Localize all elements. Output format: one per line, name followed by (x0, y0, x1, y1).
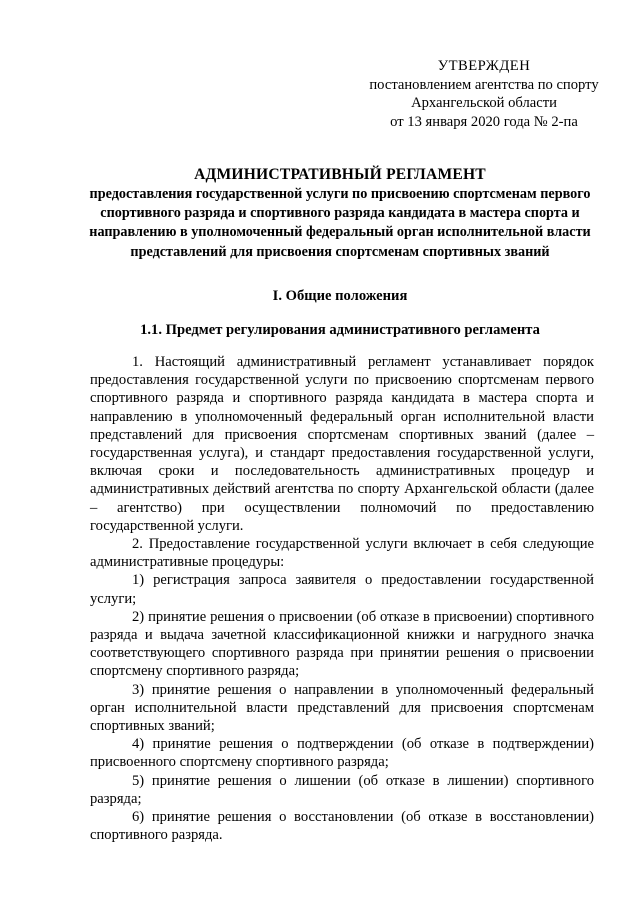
document-body (90, 353, 594, 844)
section-heading-subject: 1.1. Предмет регулирования административного регламента (140, 322, 540, 338)
paragraph: 2. Предоставление государственной услуги включает в себя следующие административные процедуры: (90, 536, 594, 571)
list-item: 4) принятие решения о подтверждении (об отказе в подтверждении) присвоенного спортсмену спортивного разряда; (90, 736, 594, 771)
section-heading-general: I. Общие положения (272, 288, 408, 304)
list-item: 6) принятие решения о восстановлении (об отказе в восстановлении) спортивного разряда. (90, 809, 594, 844)
approval-stamp: УТВЕРЖДЕН (437, 58, 531, 74)
title-block (60, 165, 620, 262)
list-item: 3) принятие решения о направлении в уполномоченный федеральный орган исполнительной власти представлений для присвоения спортсменам спортивных званий; (90, 681, 594, 735)
approval-line-3: от 13 января 2020 года № 2-па (390, 113, 578, 130)
document-subtitle: предоставления государственной услуги по присвоению спортсменам первого спортивного разряда и спортивного разряда кандидата в мастера спорта и направлению в уполномоченный федеральный орган исполнительной власти представлений для присвоения спортсменам спортивных званий (89, 186, 591, 260)
approval-block (365, 57, 603, 131)
approval-line-2: Архангельской области (411, 95, 557, 111)
list-item: 2) принятие решения о присвоении (об отказе в присвоении) спортивного разряда и выдача зачетной классификационной книжки и нагрудного значка соответствующего спортивного разряда при принятии решения о присвоении спортсмену спортивного разряда; (90, 608, 594, 680)
paragraph: 1. Настоящий административный регламент устанавливает порядок предоставления государственной услуги по присвоению спортсменам первого спортивного разряда и спортивного разряда кандидата в мастера спорта и направлению в уполномоченный федеральный орган исполнительной власти представлений для присвоения спортсменам спортивных званий (далее – государственная услуга), и стандарт предоставления государственной услуги, включая сроки и последовательность административных процедур и административных действий агентства по спорту Архангельской области (далее – агентство) при осуществлении полномочий по предоставлению государственной услуги. (90, 354, 594, 534)
list-item: 1) регистрация запроса заявителя о предоставлении государственной услуги; (90, 572, 594, 607)
document-title: АДМИНИСТРАТИВНЫЙ РЕГЛАМЕНТ (194, 166, 486, 183)
approval-line-1: постановлением агентства по спорту (369, 76, 599, 93)
list-item: 5) принятие решения о лишении (об отказе в лишении) спортивного разряда; (90, 772, 594, 807)
